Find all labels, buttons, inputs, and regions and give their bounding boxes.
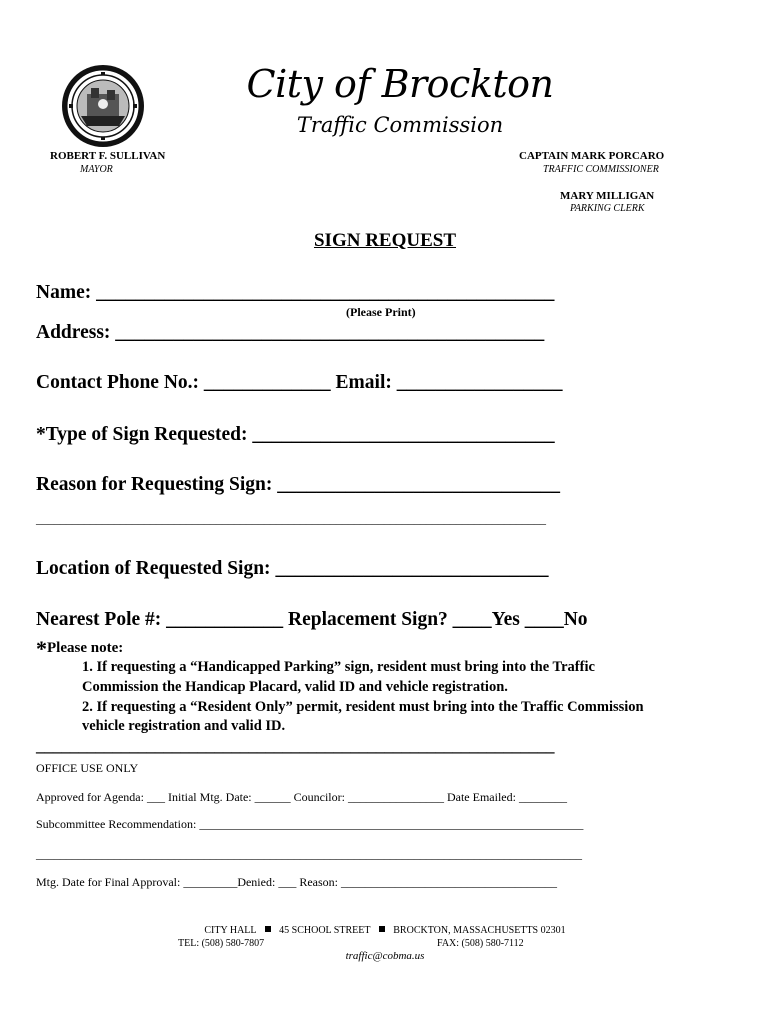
reason-input-line-2[interactable]: _____________________________________________________________________________________ [36,512,546,526]
office-reason-input-line[interactable]: ____________________________________ [340,875,557,889]
initial-date-input-line[interactable]: ______ [254,790,291,804]
contact-field [36,372,563,394]
subcommittee-label: Subcommittee Recommendation: [36,817,197,831]
city-title: City of Brockton [246,62,554,106]
no-label: No [563,609,588,630]
square-bullet-icon [379,926,385,932]
location-label: Location of Requested Sign: [36,558,271,579]
councilor-label: Councilor: [293,790,345,804]
emailed-input-line[interactable]: ________ [518,790,567,804]
emailed-label: Date Emailed: [446,790,516,804]
phone-label: Contact Phone No.: [36,372,200,393]
address-field [36,322,544,344]
pole-input-line[interactable]: ____________ [166,609,284,630]
footer-address [0,925,770,936]
note-item-1a: 1. If requesting a “Handicapped Parking” sign, resident must bring into the Traffic [82,659,595,675]
footer-email-link[interactable]: traffic@cobma.us [345,950,425,962]
note-item-2a: 2. If requesting a “Resident Only” permit, resident must bring into the Traffic Commission [82,699,644,715]
office-final-row [36,875,557,890]
no-input-line[interactable]: ____ [524,609,564,630]
mayor-name: ROBERT F. SULLIVAN [50,150,166,162]
clerk-title: PARKING CLERK [570,203,645,214]
name-hint: (Please Print) [346,305,416,319]
note-heading-text: Please note: [47,640,124,656]
denied-input-line[interactable]: ___ [278,875,297,889]
department-title: Traffic Commission [296,113,504,137]
clerk-name: MARY MILLIGAN [560,190,655,202]
notes-divider: _____________________________________________________________ [36,736,555,755]
location-input-line[interactable]: ____________________________ [275,558,549,579]
final-approval-input-line[interactable]: _________ [183,875,238,889]
note-asterisk: * [36,636,47,661]
mayor-title: MAYOR [80,164,113,175]
footer-fax: FAX: (508) 580-7112 [437,938,524,949]
yes-input-line[interactable]: ____ [452,609,492,630]
footer-tel: TEL: (508) 580-7807 [178,938,265,949]
subcommittee-input-line[interactable]: ________________________________________________________________ [199,817,584,831]
square-bullet-icon [265,926,271,932]
location-field [36,558,548,580]
commissioner-name: CAPTAIN MARK PORCARO [519,150,665,162]
address-label: Address: [36,322,111,343]
pole-label: Nearest Pole #: [36,609,162,630]
name-field [36,282,554,304]
pole-field [36,609,588,631]
commissioner-title: TRAFFIC COMMISSIONER [543,164,659,175]
sign-type-input-line[interactable]: _______________________________ [252,424,555,445]
phone-input-line[interactable]: _____________ [203,372,331,393]
address-input-line[interactable]: ____________________________________________ [115,322,545,343]
email-label: Email: [335,372,392,393]
councilor-input-line[interactable]: ________________ [347,790,444,804]
reason-input-line[interactable]: _____________________________ [277,474,560,495]
reason-label: Reason for Requesting Sign: [36,474,273,495]
office-approval-row [36,790,567,805]
sign-type-field [36,424,555,446]
office-blank-line[interactable]: ___________________________________________________________________________________________ [36,847,582,861]
note-item-1b: Commission the Handicap Placard, valid ID and vehicle registration. [82,679,508,695]
footer-city-state: BROCKTON, MASSACHUSETTS 02301 [393,925,566,936]
footer-street: 45 SCHOOL STREET [279,925,371,936]
note-item-2b: vehicle registration and valid ID. [82,718,286,734]
initial-date-label: Initial Mtg. Date: [167,790,252,804]
final-approval-label: Mtg. Date for Final Approval: [36,875,181,889]
sign-type-label: *Type of Sign Requested: [36,424,248,445]
email-input-line[interactable]: _________________ [396,372,563,393]
replacement-label: Replacement Sign? [288,609,448,630]
approved-label: Approved for Agenda: [36,790,144,804]
approved-input-line[interactable]: ___ [146,790,165,804]
office-use-title: OFFICE USE ONLY [36,761,139,775]
form-heading: SIGN REQUEST [313,230,457,251]
footer-city-hall: CITY HALL [204,925,257,936]
office-subcommittee-row [36,817,583,832]
office-reason-label: Reason: [299,875,338,889]
denied-label: Denied: [237,875,276,889]
yes-label: Yes [491,609,520,630]
reason-field [36,474,560,496]
name-label: Name: [36,282,92,303]
name-input-line[interactable]: _______________________________________________ [96,282,555,303]
